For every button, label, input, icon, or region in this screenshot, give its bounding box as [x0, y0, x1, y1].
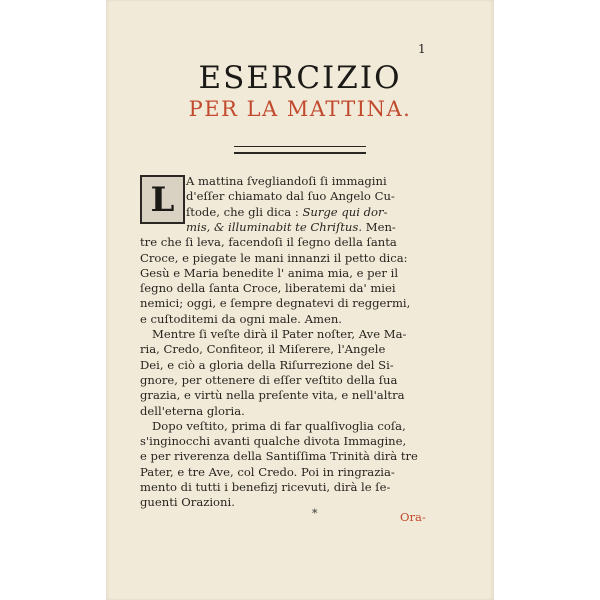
text-line: mento di tutti i benefizj ricevuti, dirà le ſe-: [140, 480, 391, 494]
text-line: e per riverenza della Santiſſima Trinità dirà tre: [140, 449, 418, 464]
text-line: e cuſtoditemi da ogni male. Amen.: [140, 311, 342, 326]
text-line: Pater, e tre Ave, col Credo. Poi in ringrazia-: [140, 464, 395, 479]
chapter-subtitle: PER LA MATTINA.: [188, 97, 412, 121]
text-line: ria, Credo, Confiteor, il Miſerere, l'Angele: [140, 342, 386, 357]
text-line: Mentre ſi veſte dirà il Pater noſter, Ave Ma-: [152, 327, 407, 341]
text-line: A mattina ſvegliandoſi ſi immagini: [186, 174, 387, 188]
catchword-mark: *: [312, 507, 318, 521]
text-line: dell'eterna gloria.: [140, 403, 245, 418]
catchword: Ora-: [400, 510, 426, 525]
text-line: s'inginocchi avanti qualche divota Immagine,: [140, 434, 407, 449]
text-line: tre che ſi leva, facendoſi il ſegno della ſanta: [140, 235, 397, 250]
text-line: d'eſſer chiamato dal ſuo Angelo Cu-: [186, 189, 395, 204]
text-line: gnore, per ottenere di eſſer veſtito della ſua: [140, 372, 398, 387]
text-line: ſegno della ſanta Croce, liberatemi da' miei: [140, 281, 396, 296]
title-rule: [234, 146, 366, 154]
text-line: mis, & illuminabit te Chriſtus. Men-: [186, 219, 396, 234]
text-line: guenti Orazioni.: [140, 495, 235, 510]
chapter-title: ESERCIZIO: [198, 60, 402, 96]
text-line: grazia, e virtù nella preſente vita, e nell'altra: [140, 388, 405, 403]
text-line: Croce, e piegate le mani innanzi il petto dica:: [140, 250, 408, 265]
text-line: Gesù e Maria benedite l' anima mia, e per il: [140, 265, 399, 280]
text-line: nemici; oggi, e ſempre degnatevi di reggermi,: [140, 296, 411, 311]
text-line: Dopo veſtito, prima di far qualſivoglia coſa,: [152, 418, 406, 433]
drop-cap: L: [140, 175, 185, 224]
text-line: ſtode, che gli dica : Surge qui dor-: [186, 204, 388, 219]
text-line: Dei, e ciò a gloria della Riſurrezione del Si-: [140, 357, 394, 372]
page-number: 1: [418, 42, 426, 56]
